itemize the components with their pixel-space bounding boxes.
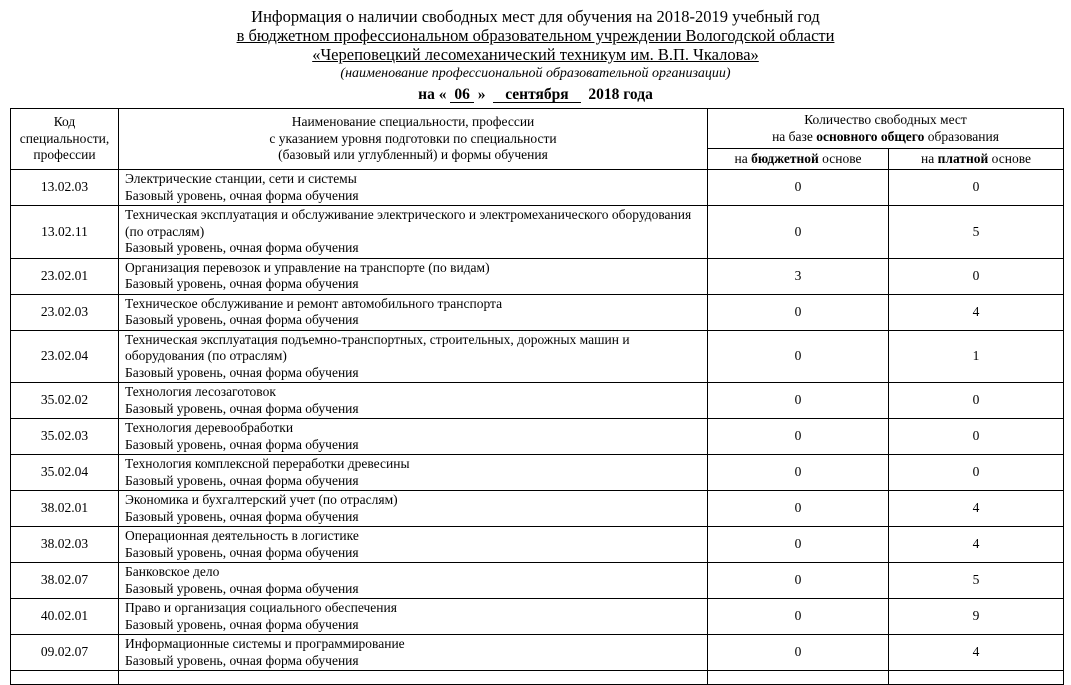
budget-places-value: 0 [708,419,889,455]
specialty-name: Техническое обслуживание и ремонт автомобильного транспорта [125,295,503,311]
organization-name-caption: (наименование профессиональной образовательной организации) [340,66,731,81]
budget-places-value: 0 [708,635,889,671]
specialty-name-cell [119,330,708,383]
budget-places-value: 0 [708,563,889,599]
budget-places-value: 0 [708,294,889,330]
specialty-code: 38.02.03 [11,527,119,563]
specialty-name: Операционная деятельность в логистике [125,528,359,543]
budget-places-value: 0 [708,599,889,635]
specialty-code: 23.02.04 [11,330,119,383]
specialty-level: Базовый уровень, очная форма обучения [125,472,359,488]
specialty-name-cell [119,206,708,259]
organization-name: «Череповецкий лесомеханический техникум им. В.П. Чкалова» [312,45,759,64]
col-header-places-line2: на базе основного общего образования [772,128,999,144]
specialty-level: Базовый уровень, очная форма обучения [125,312,359,327]
paid-places-value: 0 [889,455,1064,491]
budget-places-value: 0 [708,491,889,527]
col-header-code: Код специальности, профессии [11,109,119,170]
specialty-code: 09.02.07 [11,635,119,671]
specialty-level: Базовый уровень, очная форма обучения [125,616,359,632]
specialty-name: Технология комплексной переработки древесины [125,456,410,471]
clipped-cell [708,671,889,685]
budget-places-value: 0 [708,206,889,259]
date-day: 06 [450,87,474,103]
specialty-name-cell [119,294,708,330]
specialty-code: 13.02.03 [11,170,119,206]
vacancies-table-header [11,109,1064,170]
specialty-name: Электрические станции, сети и системы [125,171,357,186]
vacancies-table-body [11,170,1064,671]
specialty-level: Базовый уровень, очная форма обучения [125,436,359,452]
paid-places-value: 9 [889,599,1064,635]
document-title-line-2: в бюджетном профессиональном образовательном учреждении Вологодской области [236,26,835,45]
table-row [11,170,1064,206]
budget-places-value: 0 [708,383,889,419]
table-row [11,383,1064,419]
table-row [11,635,1064,671]
specialty-name: Экономика и бухгалтерский учет (по отраслям) [125,492,398,507]
table-row [11,419,1064,455]
table-row [11,206,1064,259]
specialty-level: Базовый уровень, очная форма обучения [125,364,359,380]
specialty-code: 23.02.03 [11,294,119,330]
date-prefix: на « [418,86,447,103]
budget-places-value: 0 [708,455,889,491]
clipped-row-container [11,671,1064,685]
specialty-name-cell [119,170,708,206]
specialty-code: 40.02.01 [11,599,119,635]
paid-places-value: 0 [889,170,1064,206]
specialty-code: 38.02.07 [11,563,119,599]
paid-places-value: 0 [889,419,1064,455]
paid-places-value: 4 [889,491,1064,527]
col-header-specialty-name [119,109,708,170]
col-header-places [708,109,1064,149]
specialty-code: 35.02.02 [11,383,119,419]
paid-places-value: 5 [889,206,1064,259]
specialty-code: 23.02.01 [11,258,119,294]
specialty-name-cell [119,419,708,455]
budget-places-value: 0 [708,330,889,383]
header-row-top [11,109,1064,149]
specialty-level: Базовый уровень, очная форма обучения [125,400,359,416]
specialty-name: Технология лесозаготовок [125,384,276,399]
vacancies-table [10,108,1064,685]
specialty-level: Базовый уровень, очная форма обучения [125,187,359,203]
table-row [11,527,1064,563]
specialty-level: Базовый уровень, очная форма обучения [125,240,359,255]
clipped-cell [889,671,1064,685]
table-row [11,491,1064,527]
specialty-name-cell [119,599,708,635]
col-header-specialty-name-line1: Наименование специальности, профессии [291,114,535,130]
paid-places-value: 0 [889,258,1064,294]
col-header-specialty-name-line3: (базовый или углубленный) и формы обучения [278,147,548,163]
specialty-code: 35.02.03 [11,419,119,455]
paid-places-value: 1 [889,330,1064,383]
paid-places-value: 4 [889,635,1064,671]
col-header-budget: на бюджетной основе [708,149,889,170]
specialty-name: Техническая эксплуатация подъемно-транспортных, строительных, дорожных машин и оборудования (по отраслям) [125,331,630,363]
specialty-name: Информационные системы и программирование [125,636,405,651]
specialty-name: Право и организация социального обеспечения [125,600,397,615]
budget-places-value: 0 [708,527,889,563]
date-month: сентября [493,87,580,103]
paid-places-value: 4 [889,527,1064,563]
paid-places-value: 0 [889,383,1064,419]
table-row [11,294,1064,330]
table-row [11,258,1064,294]
paid-places-value: 5 [889,563,1064,599]
specialty-name: Технология деревообработки [125,420,294,435]
specialty-code: 13.02.11 [11,206,119,259]
specialty-level: Базовый уровень, очная форма обучения [125,508,359,524]
specialty-code: 38.02.01 [11,491,119,527]
budget-places-value: 0 [708,170,889,206]
specialty-name-cell [119,491,708,527]
col-header-paid: на платной основе [889,149,1064,170]
specialty-level: Базовый уровень, очная форма обучения [125,580,359,596]
specialty-code: 35.02.04 [11,455,119,491]
col-header-specialty-name-line2: с указанием уровня подготовки по специальности [269,130,557,146]
clipped-table-row [11,671,1064,685]
clipped-cell [11,671,119,685]
specialty-name-cell [119,527,708,563]
clipped-cell [119,671,708,685]
specialty-name-cell [119,563,708,599]
document-title-line-1: Информация о наличии свободных мест для обучения на 2018-2019 учебный год [251,7,820,26]
specialty-level: Базовый уровень, очная форма обучения [125,652,359,668]
budget-places-value: 3 [708,258,889,294]
specialty-level: Базовый уровень, очная форма обучения [125,544,359,560]
specialty-name: Техническая эксплуатация и обслуживание электрического и электромеханического оборудования (по отраслям) [125,207,692,239]
table-row [11,599,1064,635]
specialty-name-cell [119,258,708,294]
specialty-name-cell [119,455,708,491]
date-year: 2018 года [588,86,653,103]
document-header [0,0,1071,104]
table-row [11,455,1064,491]
specialty-name: Банковское дело [125,564,220,579]
specialty-name-cell [119,635,708,671]
table-row [11,330,1064,383]
col-header-places-line1: Количество свободных мест [804,112,967,127]
specialty-name: Организация перевозок и управление на транспорте (по видам) [125,259,490,275]
document-date-line [0,85,1071,104]
specialty-name-cell [119,383,708,419]
date-closing-quote: » [477,86,486,103]
table-row [11,563,1064,599]
specialty-level: Базовый уровень, очная форма обучения [125,276,359,291]
paid-places-value: 4 [889,294,1064,330]
